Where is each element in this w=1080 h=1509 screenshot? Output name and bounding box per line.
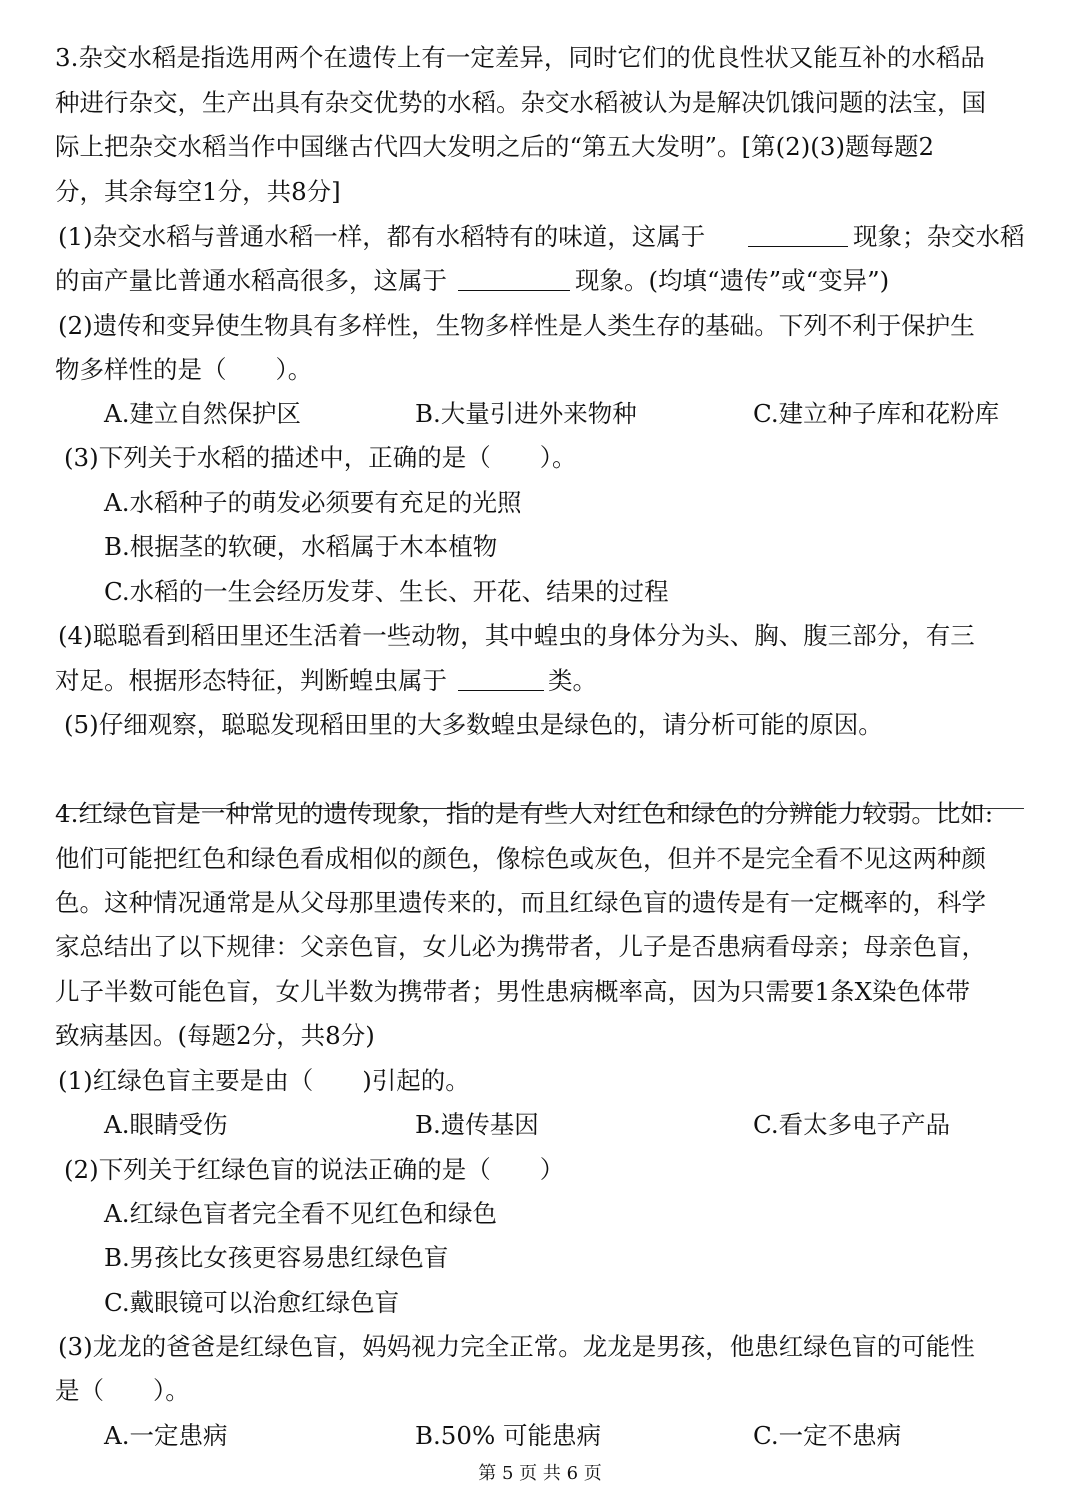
option-b[interactable]: B.大量引进外来物种 xyxy=(415,399,637,428)
option-b[interactable]: B.50% 可能患病 xyxy=(415,1421,602,1450)
option-a[interactable]: A.建立自然保护区 xyxy=(104,399,301,428)
q4-part2-option xyxy=(0,1286,1080,1320)
q3-part4-line: (4)聪聪看到稻田里还生活着一些动物，其中蝗虫的身体分为头、胸、腹三部分，有三 xyxy=(58,621,975,650)
answer-blank[interactable] xyxy=(458,264,570,291)
q4-part1-line: (1)红绿色盲主要是由（ )引起的。 xyxy=(58,1066,470,1095)
q3-part1-line1: (1)杂交水稻与普通水稻一样，都有水稻特有的味道，这属于 现象；杂交水稻 xyxy=(58,222,1025,251)
q3-part3-option xyxy=(0,530,1080,564)
q3-part2-line: (2)遗传和变异使生物具有多样性，生物多样性是人类生存的基础。下列不利于保护生 xyxy=(58,311,975,340)
q4-part3-line: 是（ ）。 xyxy=(55,1376,190,1405)
q4-part2-option xyxy=(0,1197,1080,1231)
q3-part4-line: 对足。根据形态特征，判断蝗虫属于 类。 xyxy=(55,666,597,695)
answer-blank[interactable] xyxy=(748,220,848,247)
q3-part3-line: (3)下列关于水稻的描述中，正确的是（ ）。 xyxy=(64,443,577,472)
q4-intro-line: 4.红绿色盲是一种常见的遗传现象，指的是有些人对红色和绿色的分辨能力较弱。比如: xyxy=(55,799,994,828)
option-b[interactable]: B.根据茎的软硬，水稻属于木本植物 xyxy=(104,532,498,561)
q4-intro-line: 色。这种情况通常是从父母那里遗传来的，而且红绿色盲的遗传是有一定概率的，科学 xyxy=(55,888,986,917)
q4-intro-line: 儿子半数可能色盲，女儿半数为携带者；男性患病概率高，因为只需要1条X染色体带 xyxy=(55,977,971,1006)
option-c[interactable]: C.一定不患病 xyxy=(753,1421,902,1450)
option-a[interactable]: A.一定患病 xyxy=(104,1421,228,1450)
q3-intro-line: 际上把杂交水稻当作中国继古代四大发明之后的“第五大发明”。[第(2)(3)题每题2 xyxy=(55,132,935,161)
q3-part3-option xyxy=(0,486,1080,520)
q3-part3-option xyxy=(0,575,1080,609)
q3-intro-line: 分，其余每空1分，共8分] xyxy=(55,177,341,206)
q4-part1-options xyxy=(0,1108,1080,1142)
q3-intro-line: 种进行杂交，生产出具有杂交优势的水稻。杂交水稻被认为是解决饥饿问题的法宝，国 xyxy=(55,88,986,117)
page-number: 第 5 页 共 6 页 xyxy=(478,1463,602,1484)
q4-part3-line: (3)龙龙的爸爸是红绿色盲，妈妈视力完全正常。龙龙是男孩，他患红绿色盲的可能性 xyxy=(58,1332,975,1361)
q3-part2-options xyxy=(0,397,1080,431)
q3-part2-line: 物多样性的是（ ）。 xyxy=(55,355,313,384)
q4-part2-line: (2)下列关于红绿色盲的说法正确的是（ ） xyxy=(64,1155,565,1184)
q4-intro-line: 家总结出了以下规律：父亲色盲，女儿必为携带者，儿子是否患病看母亲；母亲色盲， xyxy=(55,932,986,961)
q3-part1-line2: 的亩产量比普通水稻高很多，这属于 现象。(均填“遗传”或“变异”) xyxy=(55,266,890,295)
option-a[interactable]: A.眼睛受伤 xyxy=(104,1110,228,1139)
option-a[interactable]: A.红绿色盲者完全看不见红色和绿色 xyxy=(104,1199,497,1228)
option-b[interactable]: B.男孩比女孩更容易患红绿色盲 xyxy=(104,1243,449,1272)
option-b[interactable]: B.遗传基因 xyxy=(415,1110,539,1139)
q4-intro-line: 他们可能把红色和绿色看成相似的颜色，像棕色或灰色，但并不是完全看不见这两种颜 xyxy=(55,844,986,873)
q4-intro-line: 致病基因。(每题2分，共8分) xyxy=(55,1021,375,1050)
q3-intro-line: 3.杂交水稻是指选用两个在遗传上有一定差异，同时它们的优良性状又能互补的水稻品 xyxy=(55,43,985,72)
option-c[interactable]: C.戴眼镜可以治愈红绿色盲 xyxy=(104,1288,400,1317)
q3-part5-line: (5)仔细观察，聪聪发现稻田里的大多数蝗虫是绿色的，请分析可能的原因。 xyxy=(64,710,883,739)
option-c[interactable]: C.水稻的一生会经历发芽、生长、开花、结果的过程 xyxy=(104,577,669,606)
q4-part3-options xyxy=(0,1419,1080,1453)
q4-part2-option xyxy=(0,1241,1080,1275)
option-a[interactable]: A.水稻种子的萌发必须要有充足的光照 xyxy=(104,488,522,517)
option-c[interactable]: C.看太多电子产品 xyxy=(753,1110,951,1139)
answer-blank[interactable] xyxy=(458,664,544,691)
option-c[interactable]: C.建立种子库和花粉库 xyxy=(753,399,1000,428)
